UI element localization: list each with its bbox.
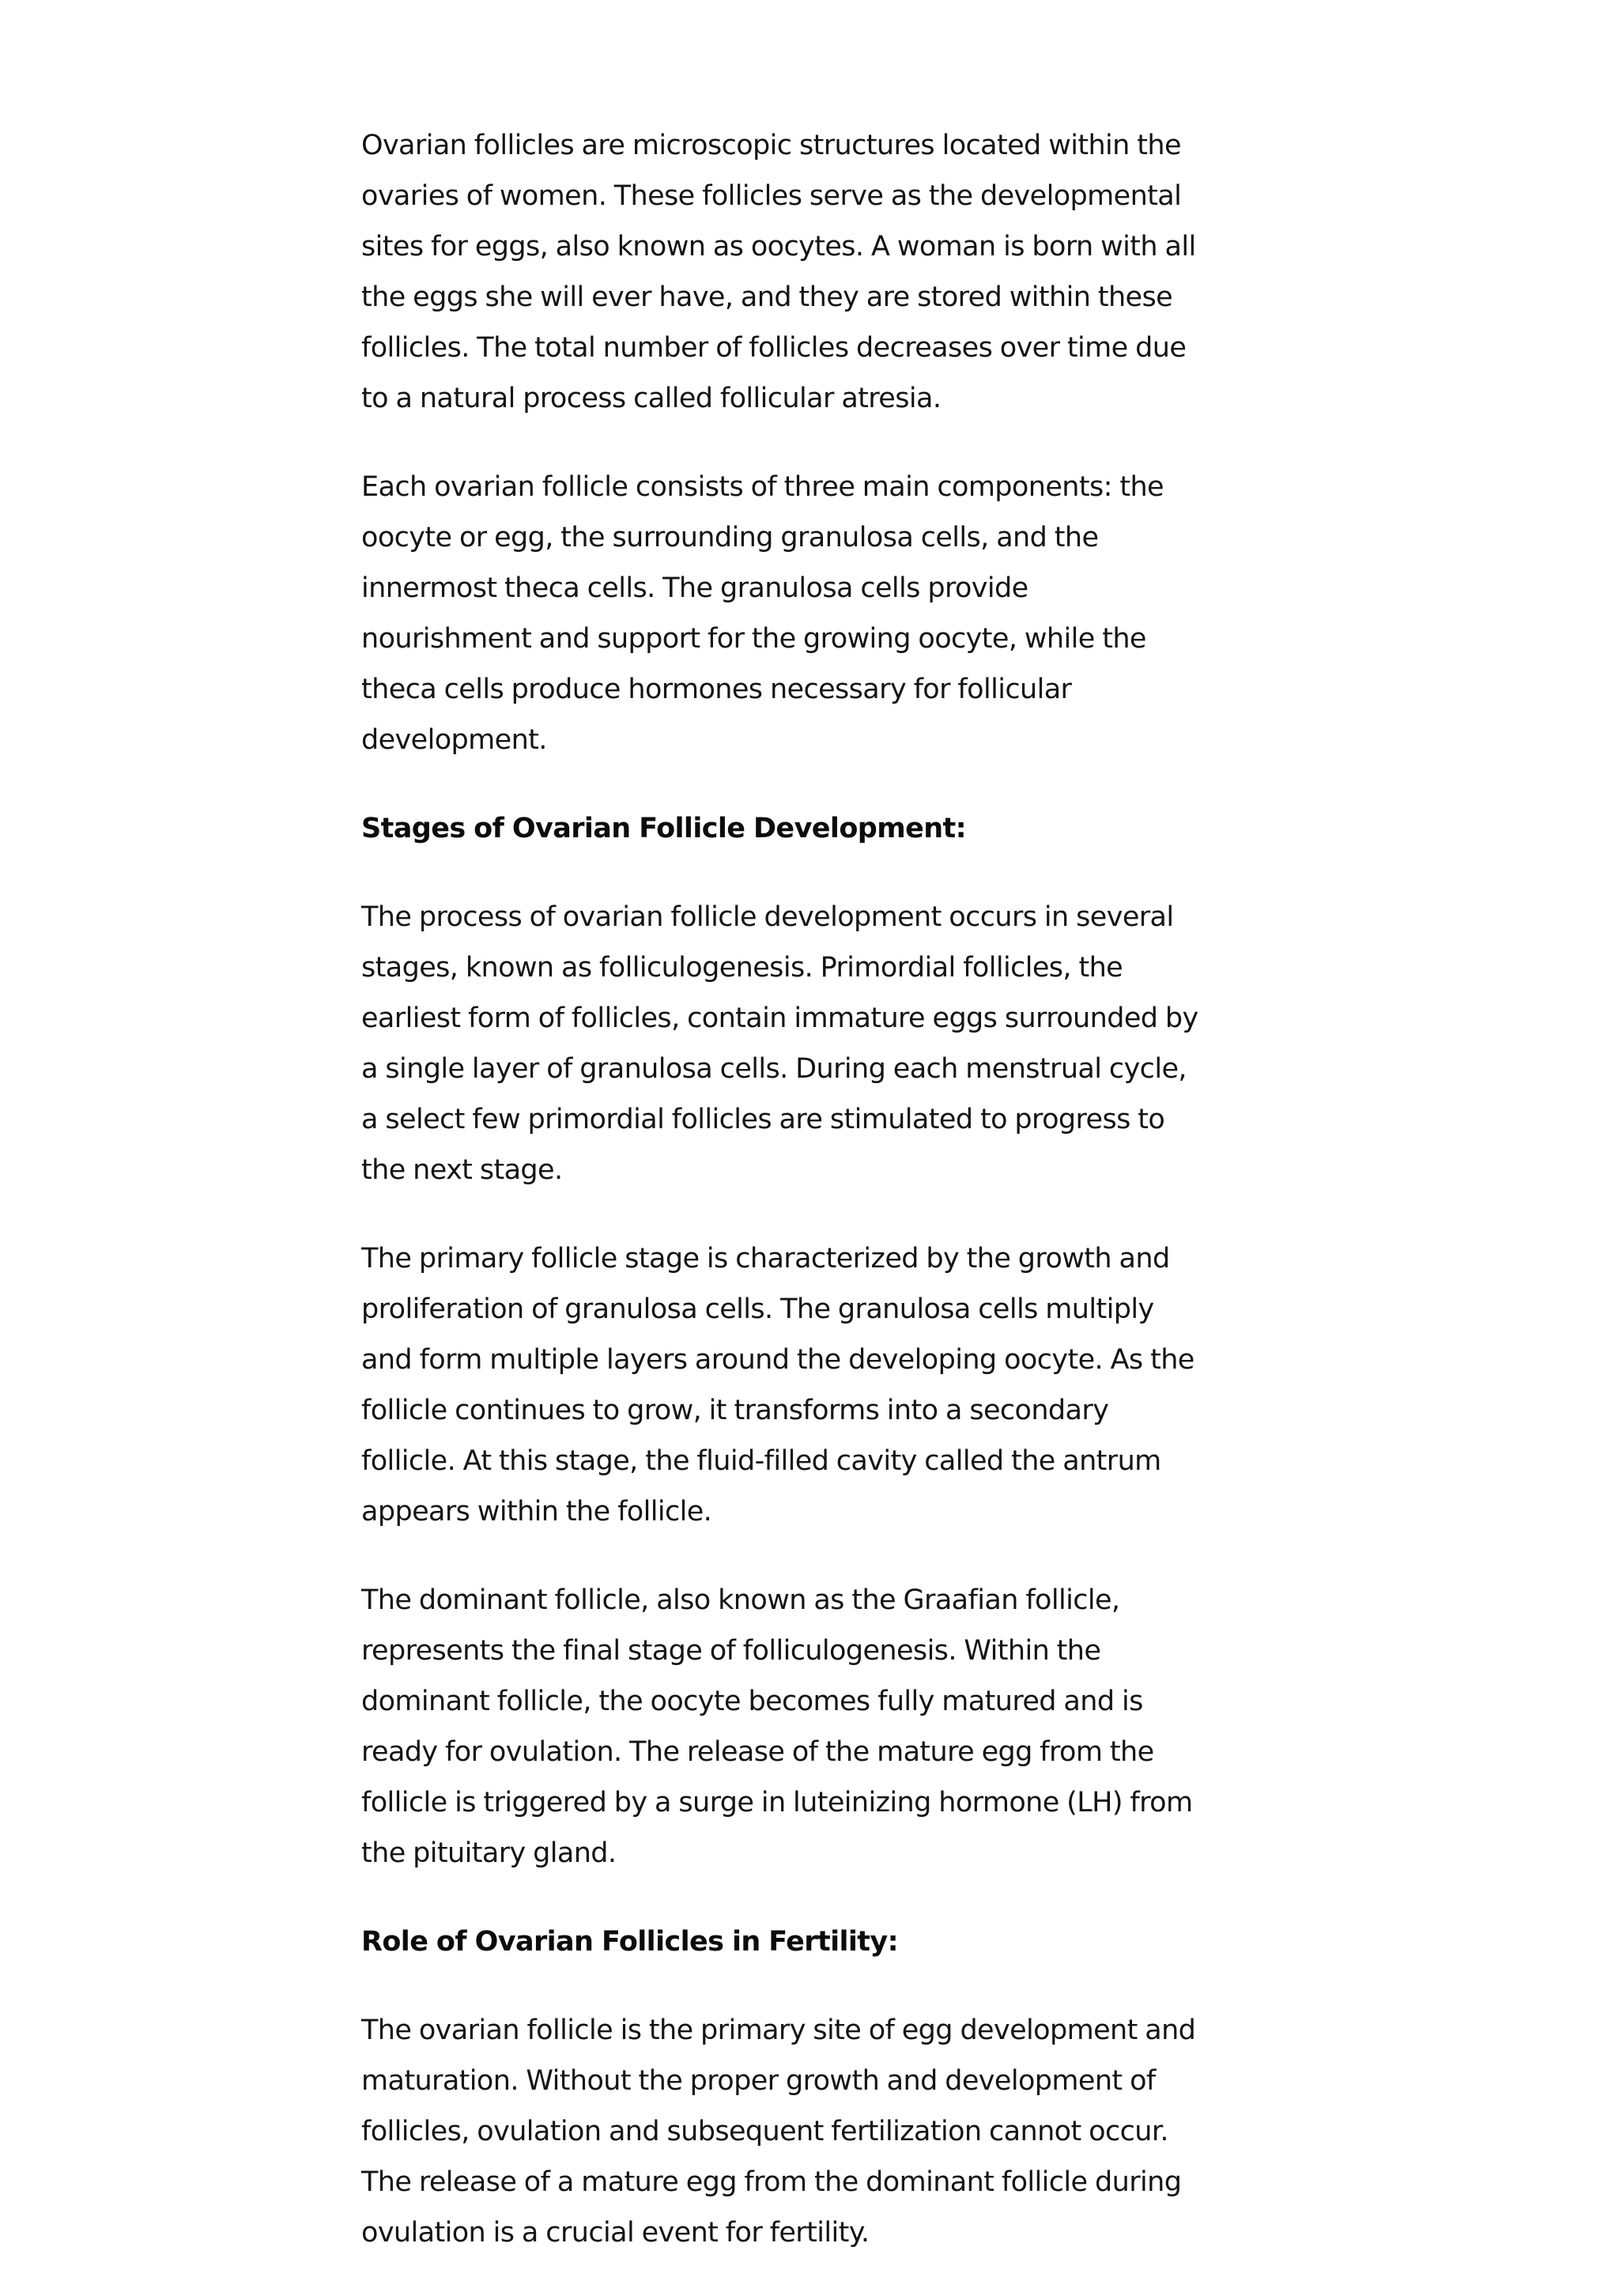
paragraph-dominant-follicle: The dominant follicle, also known as the Graafian follicle, represents the final stage of folliculogenesis. Within the dominant follicle, the oocyte becomes fully matured and is ready for ovulation. The release of the mature egg from the follicle is triggered by a surge in luteinizing hormone (LH) from the pituitary gland. xyxy=(361,1584,1193,1869)
heading-role-in-fertility: Role of Ovarian Follicles in Fertility: xyxy=(361,1926,899,1958)
heading-stages-of-development: Stages of Ovarian Follicle Development: xyxy=(361,813,967,844)
paragraph-fertility-role: The ovarian follicle is the primary site of egg development and maturation. Without the proper growth and development of follicles, ovulation and subsequent fertilization cannot occur. The release of a mature egg from the dominant follicle during ovulation is a crucial event for fertility. xyxy=(361,2015,1196,2249)
paragraph-follicle-components: Each ovarian follicle consists of three main components: the oocyte or egg, the surrounding granulosa cells, and the innermost theca cells. The granulosa cells provide nourishment and support for the growing oocyte, while the theca cells produce hormones necessary for follicular development. xyxy=(361,471,1164,756)
paragraph-intro-follicles: Ovarian follicles are microscopic structures located within the ovaries of women. These follicles serve as the developmental sites for eggs, also known as oocytes. A woman is born with all the eggs she will ever have, and they are stored within these follicles. The total number of follicles decreases over time due to a natural process called follicular atresia. xyxy=(361,130,1196,414)
paragraph-primary-follicle-stage: The primary follicle stage is characterized by the growth and proliferation of granulosa cells. The granulosa cells multiply and form multiple layers around the developing oocyte. As the follicle continues to grow, it transforms into a secondary follicle. At this stage, the fluid-filled cavity called the antrum appears within the follicle. xyxy=(361,1243,1194,1528)
article-body xyxy=(361,120,1199,2296)
paragraph-folliculogenesis: The process of ovarian follicle development occurs in several stages, known as folliculogenesis. Primordial follicles, the earliest form of follicles, contain immature eggs surrounded by a single layer of granulosa cells. During each menstrual cycle, a select few primordial follicles are stimulated to progress to the next stage. xyxy=(361,901,1198,1186)
